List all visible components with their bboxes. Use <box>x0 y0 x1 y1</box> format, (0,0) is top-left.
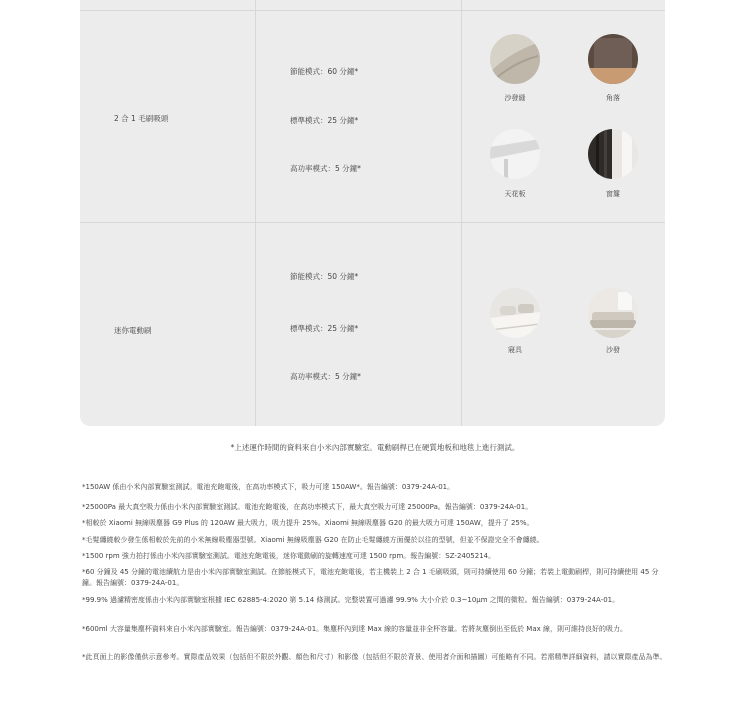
accessory-name: 2 合 1 毛刷吸頭 <box>114 114 169 123</box>
divider <box>461 0 462 426</box>
footnote: *60 分鐘及 45 分鐘的電池續航力是由小米內部實驗室測試。在節能模式下，電池充飽電後，若主機裝上 2 合 1 毛刷吸頭，則可持續使用 60 分鐘；若裝上電動刷桿，則可持續使用 45 分鐘。報告編號：0379-24A-01。 <box>82 568 659 587</box>
footnote: *毛髮纏繞較少發生係相較於先前的小米無線吸塵器型號。Xiaomi 無線吸塵器 G20 在防止毛髮纏繞方面優於以往的型號，但並不保證完全不會纏繞。 <box>82 536 544 544</box>
footnote: *1500 rpm 強力拍打係由小米內部實驗室測試。電池充飽電後，迷你電動刷的旋轉速度可達 1500 rpm。報告編號：SZ-2405214。 <box>82 552 496 560</box>
mode-standard: 標準模式：25 分鐘* <box>290 324 359 333</box>
mode-standard: 標準模式：25 分鐘* <box>290 116 359 125</box>
accessory-name: 迷你電動刷 <box>114 326 152 335</box>
surface-label: 沙發縫 <box>504 94 526 102</box>
footnote: *相較於 Xiaomi 無線吸塵器 G9 Plus 的 120AW 最大吸力，吸力提升 25%。Xiaomi 無線吸塵器 G20 的最大吸力可達 150AW，提升了 25%。 <box>82 519 534 527</box>
curtain-image <box>588 129 638 179</box>
surface-label: 沙發 <box>606 346 620 354</box>
sofa-image <box>588 288 638 338</box>
mode-eco: 節能模式：60 分鐘* <box>290 67 359 76</box>
footnote: *25000Pa 最大真空吸力係由小米內部實驗室測試。電池充飽電後，在高功率模式下，最大真空吸力可達 25000Pa。報告編號：0379-24A-01。 <box>82 503 533 511</box>
surface-label: 角落 <box>606 94 620 102</box>
mode-eco: 節能模式：50 分鐘* <box>290 272 359 281</box>
footnote: *此頁面上的影像僅供示意參考。實際產品效果（包括但不限於外觀、顏色和尺寸）和影像（包括但不限於背景、使用者介面和描圖）可能略有不同。若需精準詳細資料，請以實際產品為準。 <box>82 653 667 661</box>
footnote: *150AW 係由小米內部實驗室測試。電池充飽電後，在高功率模式下，吸力可達 150AW*。報告編號：0379-24A-01。 <box>82 483 455 491</box>
mode-boost: 高功率模式：5 分鐘* <box>290 164 361 173</box>
surface-label: 天花板 <box>504 190 526 198</box>
footnote: *99.9% 過濾精密度係由小米內部實驗室根據 IEC 62885-4:2020 第 5.14 條測試。完整裝置可過濾 99.9% 大小介於 0.3~10μm 之間的微粒。報告編號：0379-24A-01。 <box>82 596 620 604</box>
runtime-table <box>80 0 665 426</box>
table-note: *上述運作時間的資料來自小米內部實驗室。電動刷桿已在硬質地板和地毯上進行測試。 <box>230 443 520 452</box>
footnote: *600ml 大容量集塵杯資料來自小米內部實驗室。報告編號：0379-24A-01。集塵杯內到達 Max 線的容量並非全杯容量。若將灰塵倒出至低於 Max 線，則可維持良好的吸力。 <box>82 625 628 633</box>
sofa-gap-image <box>490 34 540 84</box>
bedding-image <box>490 288 540 338</box>
divider <box>80 222 665 223</box>
ceiling-image <box>490 129 540 179</box>
divider <box>80 10 665 11</box>
surface-label: 窗簾 <box>606 190 620 198</box>
mode-boost: 高功率模式：5 分鐘* <box>290 372 361 381</box>
divider <box>255 0 256 426</box>
corner-image <box>588 34 638 84</box>
surface-label: 寢具 <box>508 346 522 354</box>
